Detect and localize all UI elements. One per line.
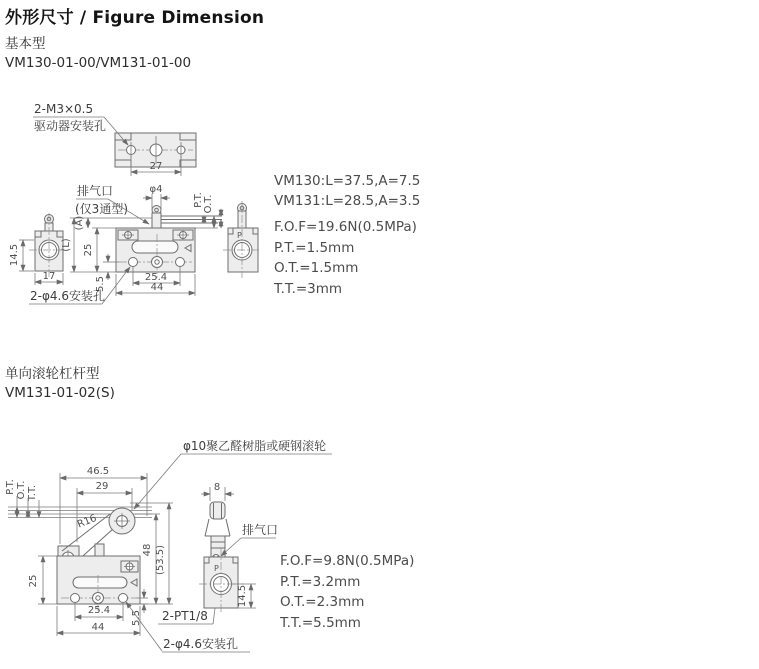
- basic-type-label: 基本型: [5, 36, 46, 52]
- dim-44: 44: [150, 282, 164, 293]
- roller-section-header: [5, 365, 115, 403]
- mount-hole: [176, 258, 185, 267]
- dim-27: 27: [149, 161, 163, 172]
- dim-a: (A): [74, 215, 85, 231]
- note-line: T.T.=3mm: [274, 280, 343, 297]
- note-line: VM130:L=37.5,A=7.5: [274, 173, 421, 189]
- label-slot: [132, 241, 178, 253]
- mount-hole: [129, 258, 138, 267]
- dim-phi4: φ4: [149, 184, 163, 195]
- dim-tt: T.T.: [27, 484, 38, 502]
- roller-model: VM131-01-02(S): [5, 385, 115, 401]
- dim-44: 44: [91, 622, 105, 633]
- mount-hole: [119, 594, 128, 603]
- exhaust-label-1: 排气口: [77, 184, 114, 198]
- roller-material-callout: [134, 438, 332, 509]
- roller-type-label: 单向滚轮杠杆型: [5, 366, 100, 382]
- port-thread-label: 2-PT1/8: [162, 609, 208, 623]
- dim-r16: R16: [75, 512, 99, 531]
- roller-note-label: φ10聚乙醛树脂或硬钢滚轮: [183, 439, 327, 453]
- basic-type-drawing: [0, 88, 500, 328]
- dim-46-5: 46.5: [86, 466, 110, 477]
- roller-right-view: [199, 482, 278, 614]
- basic-mount-hole-callout: [33, 102, 128, 145]
- note-line: P.T.=3.2mm: [280, 573, 361, 590]
- basic-left-view: [9, 213, 69, 285]
- basic-right-view: [221, 201, 261, 278]
- dim-25-4: 25.4: [144, 272, 168, 283]
- note-line: P.T.=1.5mm: [274, 239, 355, 256]
- plunger-pin: [95, 544, 104, 556]
- dim-25: 25: [83, 243, 94, 257]
- note-line: T.T.=5.5mm: [280, 614, 361, 631]
- dim-25: 25: [28, 574, 39, 588]
- dim-5-5: 5.5: [95, 276, 106, 292]
- dim-8: 8: [213, 482, 221, 493]
- dim-pt: P.T.: [5, 479, 16, 495]
- roller-front: [210, 502, 225, 519]
- port-p-mark: P: [214, 564, 219, 573]
- dim-29: 29: [95, 481, 109, 492]
- dim-53-5: (53.5): [155, 544, 166, 576]
- dim-14-5: 14.5: [9, 243, 20, 267]
- page-title: 外形尺寸 / Figure Dimension: [5, 8, 265, 28]
- note-line: O.T.=2.3mm: [280, 594, 365, 610]
- basic-notes: [274, 171, 420, 299]
- dim-5-5: 5.5: [131, 610, 142, 626]
- dim-l: (L): [61, 238, 72, 252]
- label-slot: [73, 577, 127, 588]
- port-p-mark: P: [237, 231, 242, 240]
- dim-ot: O.T.: [16, 480, 27, 500]
- basic-top-view: [115, 133, 196, 176]
- mount-hole: [71, 594, 80, 603]
- dim-17: 17: [42, 271, 56, 282]
- dim-14-5: 14.5: [237, 584, 248, 608]
- exhaust-label-2: (仅3通型): [75, 202, 128, 216]
- mount-hole-label-1: 2-M3×0.5: [34, 102, 94, 116]
- dim-pt: P.T.: [193, 192, 204, 208]
- install-hole-label: 2-φ4.6安装孔: [30, 289, 105, 303]
- basic-section-header: [5, 35, 191, 73]
- mount-hole-label-2: 驱动器安装孔: [34, 119, 107, 133]
- exhaust-label: 排气口: [242, 523, 279, 537]
- plunger-stem: [152, 213, 161, 228]
- dim-25-4: 25.4: [87, 605, 111, 616]
- roller-type-drawing: [0, 430, 500, 668]
- roller-notes: [280, 551, 414, 633]
- note-line: F.O.F=9.8N(0.5MPa): [280, 553, 415, 569]
- install-hole-label: 2-φ4.6安装孔: [163, 637, 238, 651]
- note-line: F.O.F=19.6N(0.5MPa): [274, 219, 417, 235]
- roller-top-dims: [60, 466, 147, 544]
- dim-ot: O.T.: [203, 194, 214, 214]
- note-line: O.T.=1.5mm: [274, 260, 359, 276]
- dim-48: 48: [142, 543, 153, 557]
- note-line: VM131:L=28.5,A=3.5: [274, 193, 421, 209]
- basic-model: VM130-01-00/VM131-01-00: [5, 55, 192, 71]
